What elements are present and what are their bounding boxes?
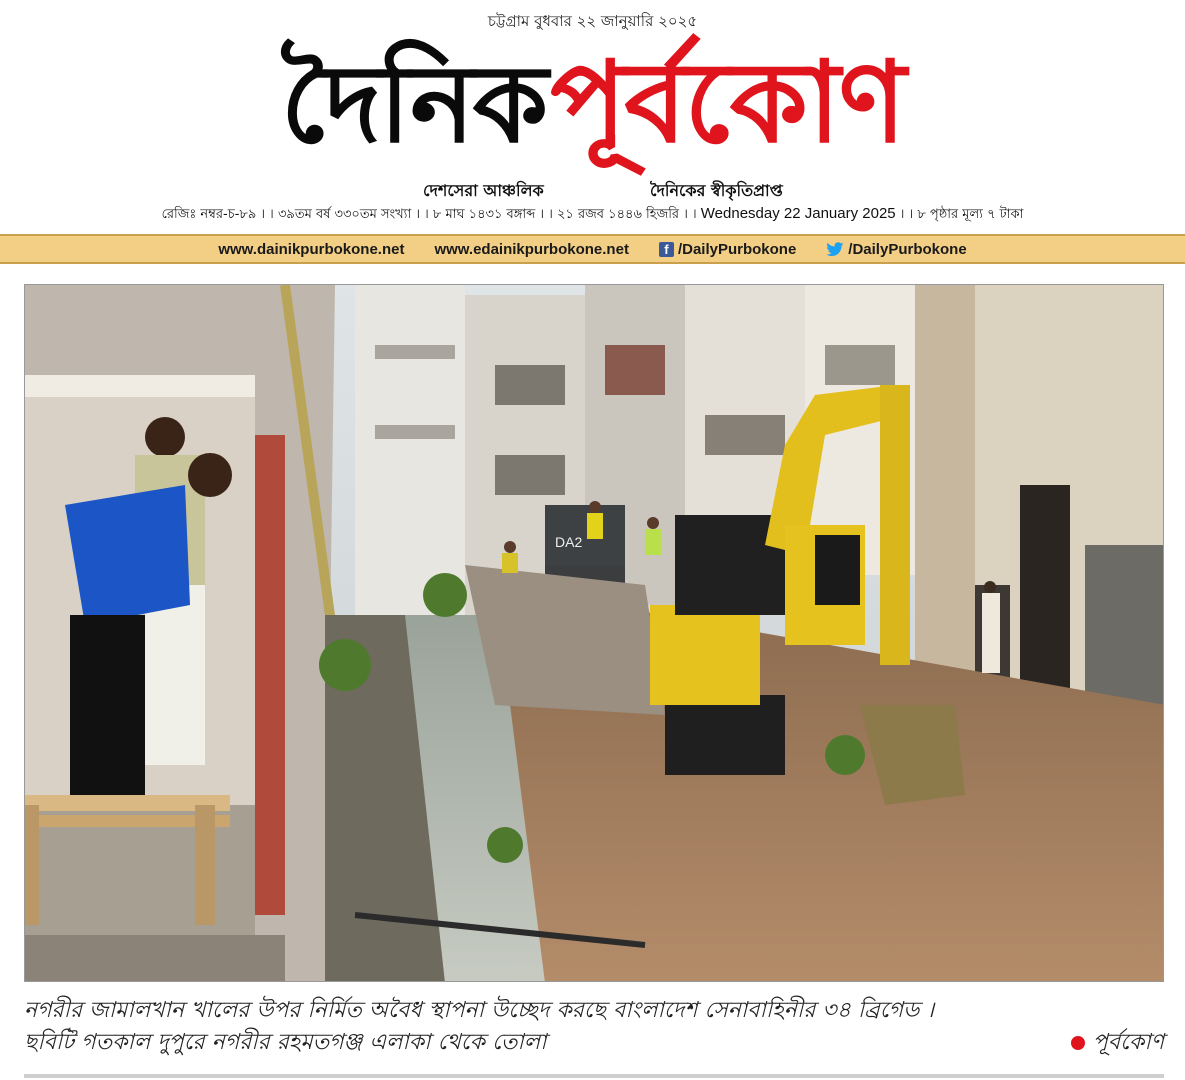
photo-credit <box>1071 1027 1164 1059</box>
rubble-wall <box>465 565 665 715</box>
twitter-handle[interactable]: /DailyPurbokone <box>848 240 967 258</box>
masthead-name-black: দৈনিক <box>280 41 547 167</box>
masthead-name-red: পূর্বকোণ <box>550 37 905 168</box>
website-link-text[interactable]: www.dainikpurbokone.net <box>218 240 405 258</box>
photo-illustration <box>25 285 1164 982</box>
lead-photo <box>24 284 1164 982</box>
epaper-link[interactable] <box>434 241 628 258</box>
photo-credit-text: পূর্বকোণ <box>1092 1030 1164 1055</box>
photo-caption <box>24 995 1164 1059</box>
registration-bangla: রেজিঃ নম্বর-চ-৮৯ । । ৩৯তম বর্ষ ৩৩০তম সংখ্যা । । ৮ মাঘ ১৪৩১ বঙ্গাব্দ । । ২১ রজব ১৪৪৬ হিজরি । । <box>161 207 701 222</box>
red-dot-icon <box>1071 1036 1085 1050</box>
twitter-link[interactable] <box>826 241 966 258</box>
registration-line <box>0 205 1185 226</box>
tagline-left: দেশসেরা আঞ্চলিক <box>423 181 544 200</box>
price-info: । । ৮ পৃষ্ঠার মূল্য ৭ টাকা <box>895 207 1024 222</box>
dateline: চট্টগ্রাম বুধবার ২২ জানুয়ারি ২০২৫ <box>487 12 698 30</box>
masthead-logo <box>0 28 1185 178</box>
english-date: Wednesday 22 January 2025 <box>700 205 896 222</box>
website-link[interactable] <box>218 241 404 258</box>
truck-plate: DA2 <box>555 534 583 550</box>
facebook-icon: f <box>659 242 674 257</box>
twitter-icon <box>826 242 844 257</box>
web-links-bar <box>0 234 1185 264</box>
facebook-link[interactable] <box>659 241 796 258</box>
bottom-divider <box>24 1074 1164 1078</box>
epaper-link-text[interactable]: www.edainikpurbokone.net <box>434 240 629 258</box>
caption-line-1: নগরীর জামালখান খালের উপর নির্মিত অবৈধ স্থাপনা উচ্ছেদ করছে বাংলাদেশ সেনাবাহিনীর ৩৪ ব্রিগেড । <box>24 998 935 1023</box>
caption-line-2: ছবিটি গতকাল দুপুরে নগরীর রহমতগঞ্জ এলাকা থেকে তোলা <box>24 1030 547 1055</box>
facebook-handle[interactable]: /DailyPurbokone <box>677 240 797 258</box>
tagline-right: দৈনিকের স্বীকৃতিপ্রাপ্ত <box>650 181 783 200</box>
